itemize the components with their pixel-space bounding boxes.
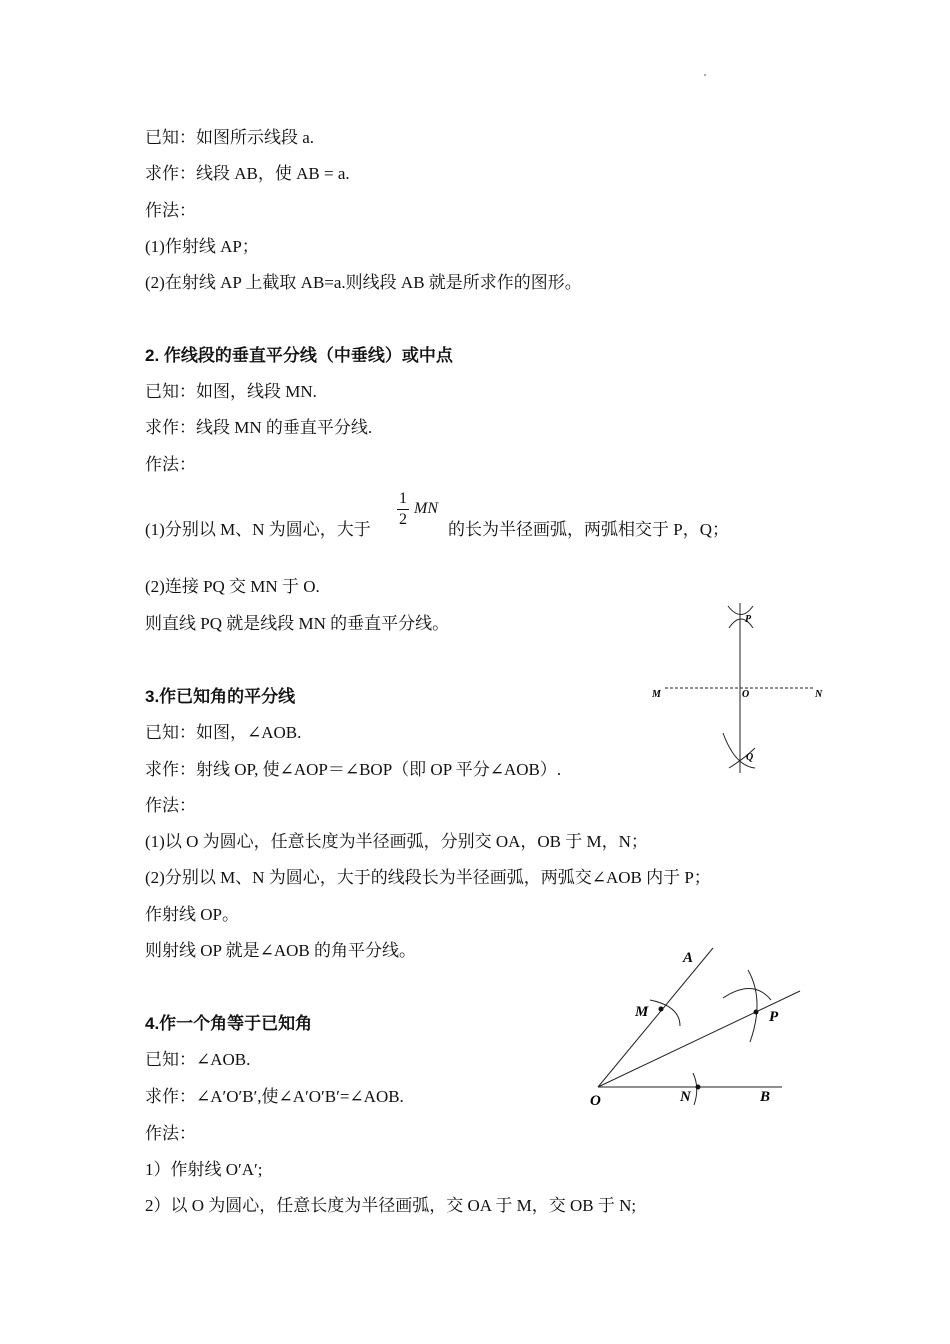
arc-n bbox=[693, 1073, 697, 1105]
s3-step1: (1)以 O 为圆心，任意长度为半径画弧，分别交 OA，OB 于 M，N； bbox=[145, 832, 648, 851]
point-n bbox=[696, 1085, 701, 1090]
label-b: B bbox=[760, 1089, 771, 1105]
s4-given: 已知：∠AOB. bbox=[145, 1050, 251, 1069]
label-o: O bbox=[590, 1093, 601, 1109]
arc-m bbox=[650, 1000, 680, 1026]
s4-construct: 求作：∠A′O′B′,使∠A′O′B′=∠AOB. bbox=[145, 1087, 404, 1106]
s2-construct: 求作：线段 MN 的垂直平分线. bbox=[145, 418, 373, 437]
s2-method: 作法： bbox=[145, 455, 196, 474]
s2-conclusion: 则直线 PQ 就是线段 MN 的垂直平分线。 bbox=[145, 614, 450, 633]
label-n: N bbox=[680, 1089, 691, 1105]
s1-step2: (2)在射线 AP 上截取 AB=a.则线段 AB 就是所求作的图形。 bbox=[145, 273, 582, 292]
s2-step2: (2)连接 PQ 交 MN 于 O. bbox=[145, 577, 320, 596]
fraction-denominator: 2 bbox=[399, 511, 407, 528]
angle-bisector-figure bbox=[580, 940, 810, 1115]
s2-heading: 2. 作线段的垂直平分线（中垂线）或中点 bbox=[145, 346, 453, 365]
fraction-variable: MN bbox=[414, 500, 438, 517]
s3-construct: 求作：射线 OP, 使∠AOP＝∠BOP（即 OP 平分∠AOB）. bbox=[145, 760, 562, 779]
fraction-numerator: 1 bbox=[399, 490, 407, 507]
label-q: Q bbox=[746, 752, 754, 763]
s3-heading: 3.作已知角的平分线 bbox=[145, 687, 296, 706]
label-m: M bbox=[635, 1004, 649, 1020]
s2-step1-post: 的长为半径画弧，两弧相交于 P，Q； bbox=[448, 520, 729, 539]
label-a: A bbox=[683, 950, 694, 966]
s4-method: 作法： bbox=[145, 1124, 196, 1143]
s4-step2: 2）以 O 为圆心，任意长度为半径画弧，交 OA 于 M，交 OB 于 N; bbox=[145, 1196, 637, 1215]
s4-step1: 1）作射线 O′A′; bbox=[145, 1160, 263, 1179]
s3-method: 作法： bbox=[145, 796, 196, 815]
s1-construct: 求作：线段 AB，使 AB = a. bbox=[145, 164, 350, 183]
point-p bbox=[754, 1010, 759, 1015]
label-m: M bbox=[652, 689, 661, 700]
scan-dot bbox=[704, 74, 706, 76]
s1-given: 已知：如图所示线段 a. bbox=[145, 128, 315, 147]
s3-step2: (2)分别以 M、N 为圆心，大于的线段长为半径画弧，两弧交∠AOB 内于 P； bbox=[145, 868, 711, 887]
fraction-bar bbox=[397, 509, 409, 510]
perpendicular-bisector-figure bbox=[645, 598, 830, 778]
label-n: N bbox=[815, 689, 823, 700]
s3-step3: 作射线 OP。 bbox=[145, 905, 239, 924]
s2-step1-pre: (1)分别以 M、N 为圆心，大于 bbox=[145, 520, 371, 539]
arc-p-2 bbox=[748, 970, 757, 1042]
s1-method: 作法： bbox=[145, 201, 196, 220]
s3-conclusion: 则射线 OP 就是∠AOB 的角平分线。 bbox=[145, 941, 416, 960]
s2-given: 已知：如图，线段 MN. bbox=[145, 382, 317, 401]
s3-given: 已知：如图，∠AOB. bbox=[145, 723, 302, 742]
fraction-one-half bbox=[397, 490, 409, 529]
point-m bbox=[659, 1007, 664, 1012]
arc-p-1 bbox=[723, 988, 771, 1000]
label-o: O bbox=[742, 689, 750, 700]
s4-heading: 4.作一个角等于已知角 bbox=[145, 1014, 313, 1033]
ray-op bbox=[598, 991, 800, 1087]
s1-step1: (1)作射线 AP； bbox=[145, 237, 259, 256]
ray-oa bbox=[598, 948, 713, 1087]
label-p: P bbox=[745, 614, 752, 625]
label-p: P bbox=[769, 1009, 779, 1025]
